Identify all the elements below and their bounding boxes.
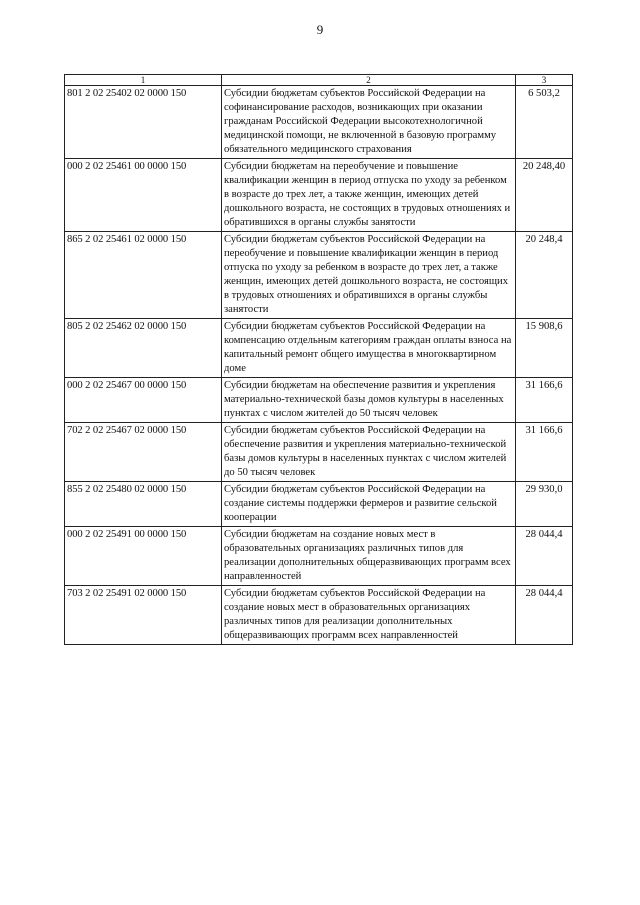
budget-code: 703 2 02 25491 02 0000 150 xyxy=(65,586,222,645)
budget-code: 865 2 02 25461 02 0000 150 xyxy=(65,232,222,319)
row-description: Субсидии бюджетам субъектов Российской Федерации на обеспечение развития и укрепления материально-технической базы домов культуры в населенных пунктах с числом жителей до 50 тысяч человек xyxy=(222,423,516,482)
table-row xyxy=(65,319,573,378)
budget-code: 000 2 02 25461 00 0000 150 xyxy=(65,159,222,232)
row-amount: 29 930,0 xyxy=(516,482,573,527)
table-row xyxy=(65,482,573,527)
row-amount: 28 044,4 xyxy=(516,527,573,586)
column-header-3: 3 xyxy=(516,75,573,86)
row-description: Субсидии бюджетам субъектов Российской Федерации на создание системы поддержки фермеров и развитие сельской кооперации xyxy=(222,482,516,527)
table-row xyxy=(65,527,573,586)
row-amount: 28 044,4 xyxy=(516,586,573,645)
row-amount: 31 166,6 xyxy=(516,378,573,423)
column-header-1: 1 xyxy=(65,75,222,86)
budget-code: 702 2 02 25467 02 0000 150 xyxy=(65,423,222,482)
row-description: Субсидии бюджетам субъектов Российской Федерации на переобучение и повышение квалификации женщин в период отпуска по уходу за ребенком в возрасте до трех лет, а также женщин, имеющих детей дошкольного возраста, не состоящих в трудовых отношениях и обратившихся в органы службы занятости xyxy=(222,232,516,319)
budget-code: 805 2 02 25462 02 0000 150 xyxy=(65,319,222,378)
column-header-2: 2 xyxy=(222,75,516,86)
row-amount: 31 166,6 xyxy=(516,423,573,482)
table-row xyxy=(65,378,573,423)
table-row xyxy=(65,232,573,319)
row-description: Субсидии бюджетам на обеспечение развития и укрепления материально-технической базы домов культуры в населенных пунктах с числом жителей до 50 тысяч человек xyxy=(222,378,516,423)
row-description: Субсидии бюджетам субъектов Российской Федерации на компенсацию отдельным категориям граждан оплаты взноса на капитальный ремонт общего имущества в многоквартирном доме xyxy=(222,319,516,378)
page-number: 9 xyxy=(316,22,324,37)
table-row xyxy=(65,586,573,645)
row-description: Субсидии бюджетам субъектов Российской Федерации на создание новых мест в образовательных организациях различных типов для реализации дополнительных общеразвивающих программ всех направленностей xyxy=(222,586,516,645)
budget-table xyxy=(64,74,573,645)
row-description: Субсидии бюджетам на переобучение и повышение квалификации женщин в период отпуска по уходу за ребенком в возрасте до трех лет, а также женщин, имеющих детей дошкольного возраста, не состоящих в трудовых отношениях и обратившихся в органы службы занятости xyxy=(222,159,516,232)
table-row xyxy=(65,423,573,482)
table-row xyxy=(65,86,573,159)
row-amount: 6 503,2 xyxy=(516,86,573,159)
row-amount: 20 248,40 xyxy=(516,159,573,232)
row-description: Субсидии бюджетам на создание новых мест в образовательных организациях различных типов для реализации дополнительных общеразвивающих программ всех направленностей xyxy=(222,527,516,586)
table-row xyxy=(65,159,573,232)
header-row xyxy=(65,75,573,86)
row-amount: 15 908,6 xyxy=(516,319,573,378)
budget-code: 000 2 02 25467 00 0000 150 xyxy=(65,378,222,423)
row-description: Субсидии бюджетам субъектов Российской Федерации на софинансирование расходов, возникающих при оказании гражданам Российской Федерации высокотехнологичной медицинской помощи, не включенной в базовую программу обязательного медицинского страхования xyxy=(222,86,516,159)
budget-code: 000 2 02 25491 00 0000 150 xyxy=(65,527,222,586)
budget-code: 801 2 02 25402 02 0000 150 xyxy=(65,86,222,159)
row-amount: 20 248,4 xyxy=(516,232,573,319)
budget-code: 855 2 02 25480 02 0000 150 xyxy=(65,482,222,527)
